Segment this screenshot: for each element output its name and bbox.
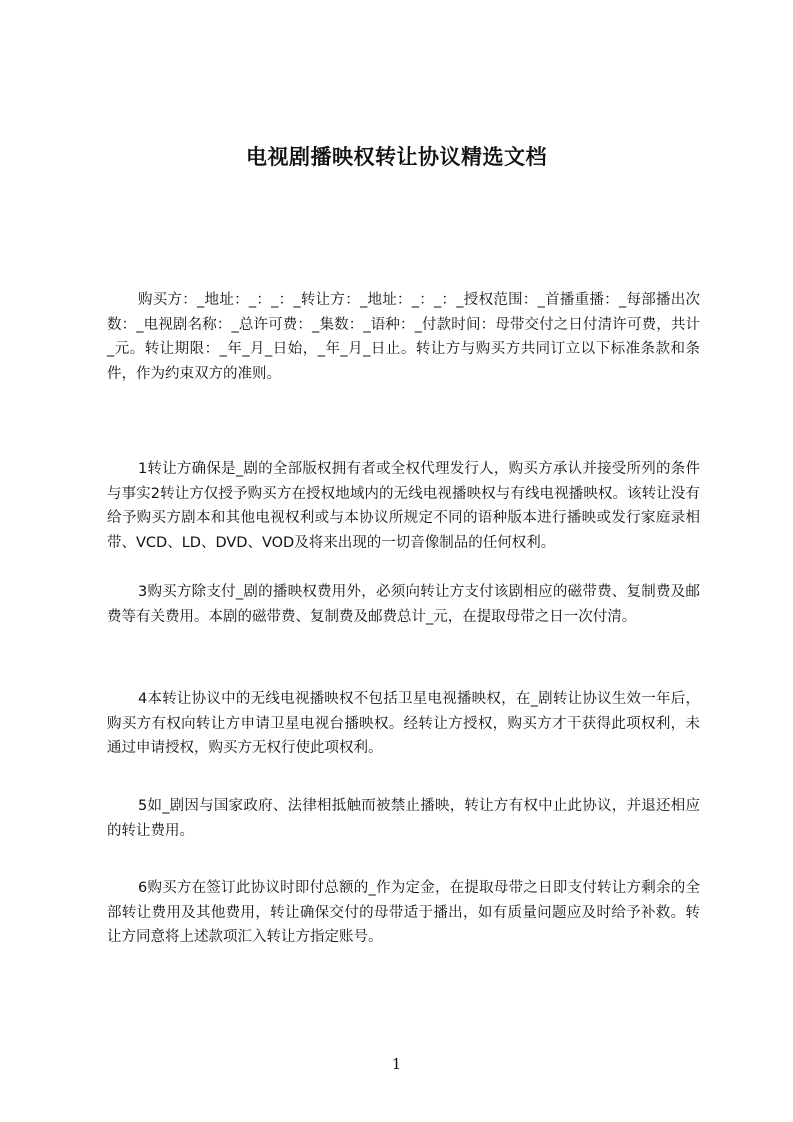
page-number: 1	[391, 1055, 402, 1073]
paragraph-clause-1-2: 1转让方确保是_剧的全部版权拥有者或全权代理发行人，购买方承认并接受所列的条件与事实2转让方仅授予购买方在授权地域内的无线电视播映权与有线电视播映权。该转让没有给予购买方剧本和其他电视权利或与本协议所规定不同的语种版本进行播映或发行家庭录相带、VCD、LD、DVD、VOD及将来出现的一切音像制品的任何权利。	[107, 461, 700, 551]
paragraph-clause-4: 4本转让协议中的无线电视播映权不包括卫星电视播映权，在_剧转让协议生效一年后，购买方有权向转让方申请卫星电视台播映权。经转让方授权，购买方才干获得此项权利，未通过申请授权，购买方无权行使此项权利。	[107, 691, 700, 756]
document-title: 电视剧播映权转让协议精选文档	[246, 145, 547, 169]
paragraph-clause-3: 3购买方除支付_剧的播映权费用外，必须向转让方支付该剧相应的磁带费、复制费及邮费等有关费用。本剧的磁带费、复制费及邮费总计_元，在提取母带之日一次付清。	[107, 584, 700, 625]
paragraph-parties: 购买方：_地址：_：_：_转让方：_地址：_：_：_授权范围：_首播重播：_每部播出次数：_电视剧名称：_总许可费：_集数：_语种：_付款时间：母带交付之日付清许可费，共计_元。转让期限：_年_月_日始，_年_月_日止。转让方与购买方共同订立以下标准条款和条件，作为约束双方的准则。	[107, 292, 700, 382]
paragraph-clause-5: 5如_剧因与国家政府、法律相抵触而被禁止播映，转让方有权中止此协议，并退还相应的转让费用。	[107, 798, 700, 839]
paragraph-clause-6: 6购买方在签订此协议时即付总额的_作为定金，在提取母带之日即支付转让方剩余的全部转让费用及其他费用，转让确保交付的母带适于播出，如有质量问题应及时给予补救。转让方同意将上述款项汇入转让方指定账号。	[107, 880, 700, 945]
